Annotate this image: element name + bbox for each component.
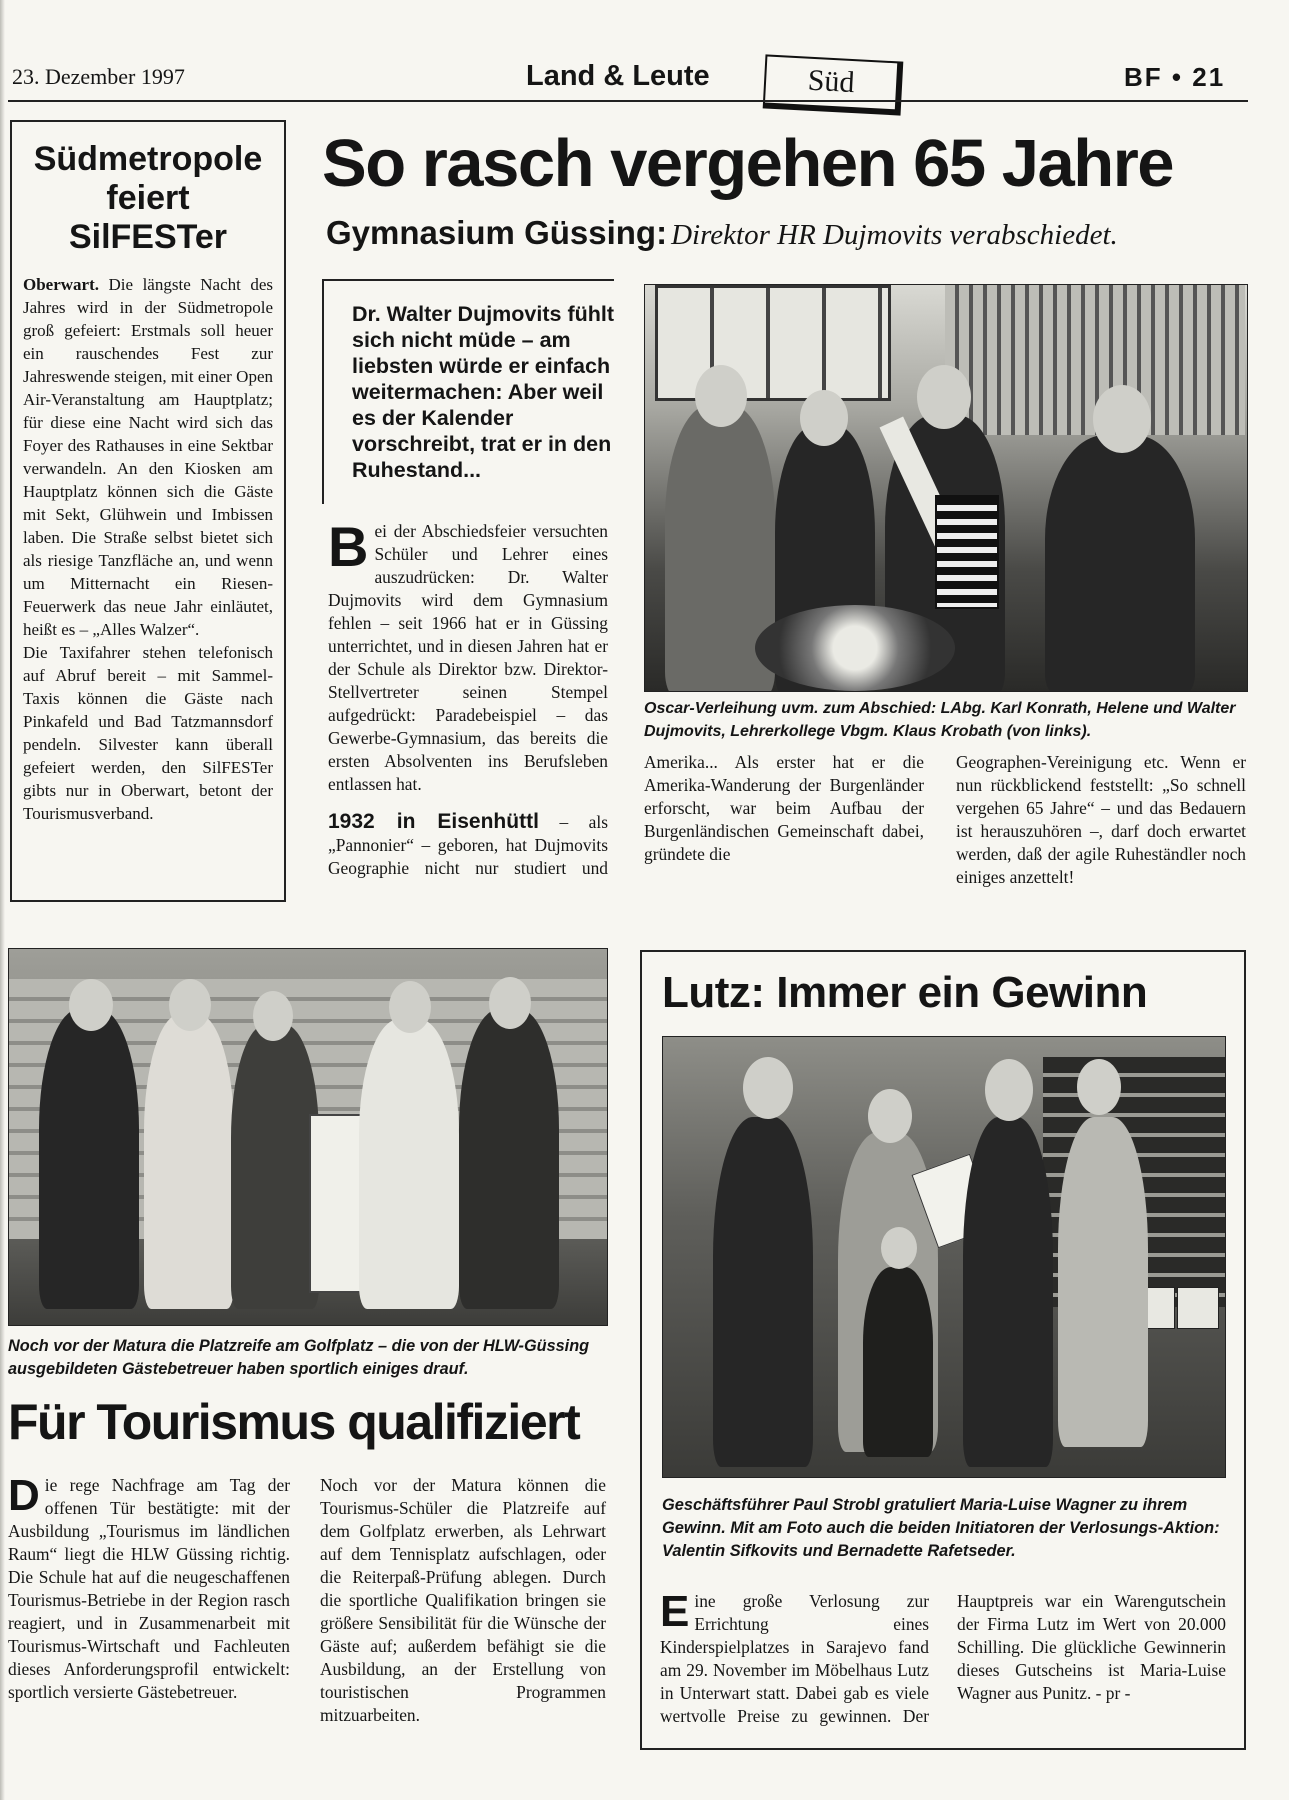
region-tab-label: Süd bbox=[807, 63, 856, 100]
lutz-child-head bbox=[881, 1227, 917, 1269]
main-headline: So rasch vergehen 65 Jahre bbox=[322, 126, 1174, 201]
lutz-paragraph-1 bbox=[660, 1587, 1226, 1728]
section-title: Land & Leute bbox=[526, 60, 710, 92]
student-5-head bbox=[489, 977, 531, 1029]
lutz-person-4-head bbox=[1077, 1059, 1121, 1115]
student-1-head bbox=[69, 979, 113, 1031]
lutz-caption: Geschäftsführer Paul Strobl gratuliert Maria-Luise Wagner zu ihrem Gewinn. Mit am Foto auch die beiden Initiatoren der Verlosungs-Aktion: Valentin Sifkovits und Bernadette Rafetseder. bbox=[662, 1496, 1220, 1560]
tourism-column-1 bbox=[8, 1471, 290, 1704]
golf-caption: Noch vor der Matura die Platzreife am Golfplatz – die von der HLW-Güssing ausgebildeten Gästebetreuer haben sportlich einiges drauf. bbox=[8, 1337, 590, 1378]
main-paragraph-2-continued bbox=[644, 751, 924, 912]
lutz-article bbox=[640, 950, 1246, 1750]
pull-quote bbox=[322, 279, 614, 504]
header-rule bbox=[8, 100, 1248, 102]
sidebar-article bbox=[10, 120, 286, 902]
golf-students-photo bbox=[8, 948, 608, 1326]
sidebar-headline: Südmetropole feiert SilFESTer bbox=[33, 140, 263, 256]
golf-ball-dispenser bbox=[309, 1114, 363, 1293]
tourism-paragraph-2: Noch vor der Matura können die Tourismus-Schüler die Platzreife auf dem Golfplatz erwerben, als Lehrwart auf dem Tennisplatz aufschlagen, oder die Reiterpaß-Prüfung ablegen. Durch die sportliche Qualifikation bringen sie größere Sensibilität für die Wünsche der Gäste auf; außerdem befähigt sie die Ausbildung, an der Erstellung von touristischen Programmen mitzuarbeiten. bbox=[320, 1475, 606, 1725]
region-tab bbox=[763, 54, 904, 115]
main-paragraph-2 bbox=[328, 810, 608, 880]
sidebar-paragraph-1 bbox=[23, 273, 273, 641]
page-edge bbox=[0, 0, 5, 1800]
main-paragraph-2-cont-text: Amerika... Als erster hat er die Amerika-Wanderung der Burgenländer erforscht, war beim Aufbau der Burgenländischen Gemeinschaft dabei, gründete die bbox=[644, 752, 924, 864]
window-grid bbox=[655, 285, 891, 401]
main-subhead-bold: Gymnasium Güssing: bbox=[326, 214, 668, 251]
main-paragraph-1-text: ei der Abschiedsfeier versuchten Schüler und Lehrer eines auszudrücken: Dr. Walter Dujmovits wird dem Gymnasium fehlen – seit 1966 hat er in Güssing unterrichtet, und in diesen Jahren hat er der Schule als Direktor bzw. Direktor-Stellvertreter seinen Stempel aufgedrückt: Paradebeispiel – das Gewerbe-Gymnasium, das bereits die ersten Absolventen ins Berufsleben entlassen hat. bbox=[328, 521, 608, 794]
main-paragraph-2-text: – als „Pannonier“ – geboren, hat Dujmovits Geographie nicht nur studiert und bbox=[328, 812, 608, 878]
lutz-body bbox=[660, 1587, 1226, 1728]
tourism-paragraph-1 bbox=[8, 1471, 290, 1704]
student-2 bbox=[144, 1014, 234, 1309]
lutz-person-1-head bbox=[743, 1057, 793, 1119]
farewell-ceremony-photo bbox=[644, 284, 1248, 692]
publication-name: BF bbox=[1124, 62, 1163, 92]
sidebar-dateline: Oberwart. bbox=[23, 275, 100, 294]
person-4-head bbox=[1093, 385, 1151, 453]
main-column-3 bbox=[956, 751, 1246, 889]
main-paragraph-3: Geographen-Vereinigung etc. Wenn er nun rückblickend feststellt: „So schnell vergehen 65 Jahre“ – und das Bedauern ist herauszuhören –, darf doch erwartet werden, daß der agile Ruheständler noch einiges anzettelt! bbox=[956, 752, 1246, 887]
student-4 bbox=[359, 1019, 459, 1309]
main-column-1 bbox=[328, 515, 608, 880]
lutz-person-2-head bbox=[868, 1089, 912, 1143]
tourism-paragraph-1-text: ie rege Nachfrage am Tag der offenen Tür bestätigte: mit der Ausbildung „Tourismus im ländlichen Raum“ liegt die HLW Güssing richtig. Die Schule hat auf die neugeschaffenen Tourismus-Betriebe in der Region rasch reagiert, und in Zusammenarbeit mit Tourismus-Wirtschaft und Fachleuten dieses Anforderungsprofil entwickelt: sportlich versierte Gästebetreuer. bbox=[8, 1475, 290, 1702]
main-subhead-italic: Direktor HR Dujmovits verabschiedet. bbox=[671, 219, 1118, 251]
issue-date: 23. Dezember 1997 bbox=[12, 64, 185, 89]
main-column-2 bbox=[644, 751, 924, 912]
student-5 bbox=[459, 1009, 559, 1309]
main-subheading: 1932 in Eisenhüttl bbox=[328, 810, 539, 833]
tourism-headline: Für Tourismus qualifiziert bbox=[8, 1394, 580, 1450]
lutz-person-3-head bbox=[985, 1059, 1033, 1121]
student-3 bbox=[231, 1024, 319, 1309]
main-dropcap: B bbox=[328, 515, 369, 578]
lutz-signature: - pr - bbox=[1095, 1683, 1131, 1703]
lutz-prize-photo bbox=[662, 1036, 1226, 1478]
tourism-dropcap: D bbox=[8, 1471, 40, 1520]
page-number: 21 bbox=[1192, 62, 1226, 92]
sidebar-paragraph-1-text: Die längste Nacht des Jahres wird in der Südmetropole groß gefeiert: Erstmals soll heuer ein rauschendes Fest zur Jahreswende steigen, mit einer Open Air-Veranstaltung am Hauptplatz; für diese eine Nacht wird sich das Foyer des Rathauses in eine Sektbar verwandeln. An den Kiosken am Hauptplatz können sich die Gäste mit Sekt, Glühwein und Imbissen laben. Die Straße selbst bietet sich als riesige Tanzfläche an, und wenn um Mitternacht ein Riesen-Feuerwerk das neue Jahr einläutet, heißt es – „Alles Walzer“. bbox=[23, 275, 274, 639]
tourism-column-2 bbox=[320, 1474, 606, 1727]
lutz-person-1 bbox=[713, 1117, 813, 1467]
person-3-head bbox=[917, 365, 971, 429]
main-paragraph-1 bbox=[328, 515, 608, 796]
lutz-paragraph-1-text: ine große Verlosung zur Errichtung eines Kinderspielplatzes in Sarajevo fand am 29. November im Möbelhaus Lutz in Unterwart statt. Dabei gab es viele wertvolle Preise zu gewinnen. Der Hauptpreis war ein Warengutschein der Firma Lutz im Wert von 20.000 Schilling. Die glückliche Gewinnerin dieses Gutscheins ist Maria-Luise Wagner aus Punitz. bbox=[660, 1591, 1226, 1726]
person-1-head bbox=[695, 365, 747, 427]
lutz-child bbox=[863, 1267, 933, 1457]
student-3-head bbox=[253, 991, 293, 1041]
lutz-person-3 bbox=[963, 1117, 1053, 1467]
separator: • bbox=[1171, 62, 1184, 92]
person-4 bbox=[1045, 435, 1195, 692]
farewell-caption: Oscar-Verleihung uvm. zum Abschied: LAbg. Karl Konrath, Helene und Walter Dujmovits, Lehrerkollege Vbgm. Klaus Krobath (von links). bbox=[644, 700, 1236, 740]
page-header bbox=[8, 58, 1248, 106]
student-2-head bbox=[169, 979, 211, 1031]
oscar-trophy bbox=[935, 495, 999, 609]
sidebar-paragraph-2: Die Taxifahrer stehen telefonisch auf Abruf bereit – mit Sammel-Taxis können die Gäste nach Pinkafeld und Bad Tatzmannsdorf pendeln. Silvester kann überall gefeiert werden, den SilFESTer gibts nur in Oberwart, betont der Tourismusverband. bbox=[23, 643, 273, 823]
pull-quote-text: Dr. Walter Dujmovits fühlt sich nicht müde – am liebsten würde er einfach weitermachen: Aber weil es der Kalender vorschreibt, trat er in den Ruhestand... bbox=[352, 302, 614, 482]
page-number-block bbox=[1124, 62, 1225, 93]
student-4-head bbox=[389, 981, 431, 1033]
lutz-person-4 bbox=[1058, 1117, 1148, 1447]
lutz-headline: Lutz: Immer ein Gewinn bbox=[662, 968, 1148, 1017]
student-1 bbox=[39, 1009, 139, 1309]
main-subhead bbox=[326, 214, 1118, 252]
lutz-dropcap: E bbox=[660, 1587, 690, 1636]
store-sign-2 bbox=[1177, 1287, 1219, 1329]
person-2-head bbox=[800, 390, 848, 446]
flower-bouquet bbox=[755, 605, 955, 691]
